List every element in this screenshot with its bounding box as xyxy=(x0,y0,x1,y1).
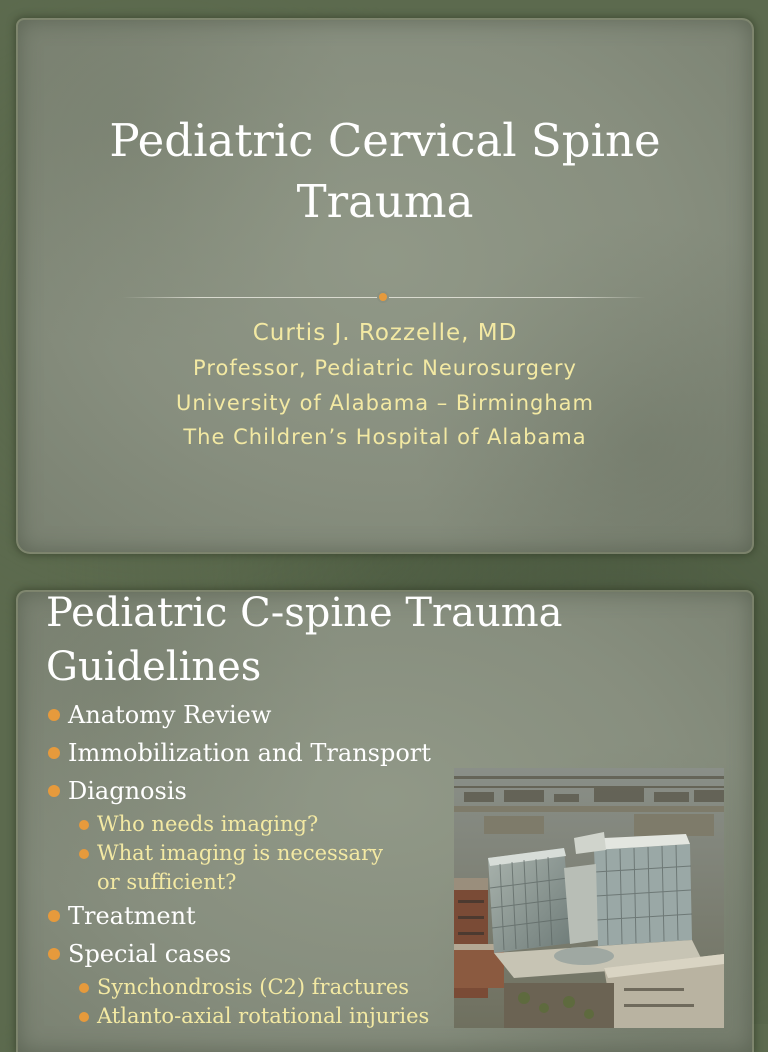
outline-slide xyxy=(18,592,752,1052)
list-item-text: Special cases xyxy=(68,940,232,968)
bullet-icon xyxy=(79,983,89,993)
bullet-icon xyxy=(48,785,60,797)
hospital-aerial-photo-icon xyxy=(454,768,724,1028)
list-subitem xyxy=(48,810,431,839)
list-item-text: Diagnosis xyxy=(68,777,187,805)
list-subitem xyxy=(48,973,431,1002)
list-item xyxy=(48,738,431,768)
outline-list xyxy=(48,700,431,1035)
list-item-text: Atlanto-axial rotational injuries xyxy=(97,1004,430,1028)
list-item-text: Anatomy Review xyxy=(68,701,272,729)
presenter-hospital: The Children’s Hospital of Alabama xyxy=(183,425,587,449)
bullet-icon xyxy=(48,948,60,960)
presenter-info xyxy=(18,315,752,455)
list-item-text: What imaging is necessary or sufficient? xyxy=(97,841,383,894)
bullet-icon xyxy=(79,1012,89,1022)
list-item-text: Treatment xyxy=(68,902,196,930)
bullet-icon xyxy=(48,709,60,721)
list-item-text: Synchondrosis (C2) fractures xyxy=(97,975,410,999)
presenter-position: Professor, Pediatric Neurosurgery xyxy=(193,356,577,380)
presenter-university: University of Alabama – Birmingham xyxy=(175,390,595,415)
hospital-aerial-photo xyxy=(454,768,724,1028)
bullet-icon xyxy=(48,910,60,922)
bullet-icon xyxy=(79,849,89,859)
bullet-icon xyxy=(79,820,89,830)
slide-title: Pediatric C-spine Trauma Guidelines xyxy=(46,590,563,690)
slide-title: Pediatric Cervical Spine Trauma xyxy=(109,114,661,228)
divider-dot-icon xyxy=(379,293,387,301)
list-item-text: Who needs imaging? xyxy=(97,812,319,836)
list-subitem xyxy=(48,839,397,897)
list-item-text: Immobilization and Transport xyxy=(68,739,431,767)
list-item xyxy=(48,776,431,806)
title-slide xyxy=(18,20,752,552)
list-item xyxy=(48,700,431,730)
bullet-icon xyxy=(48,747,60,759)
list-item xyxy=(48,901,431,931)
presenter-name: Curtis J. Rozzelle, MD xyxy=(252,320,518,346)
list-subitem xyxy=(48,1002,431,1031)
list-item xyxy=(48,939,431,969)
